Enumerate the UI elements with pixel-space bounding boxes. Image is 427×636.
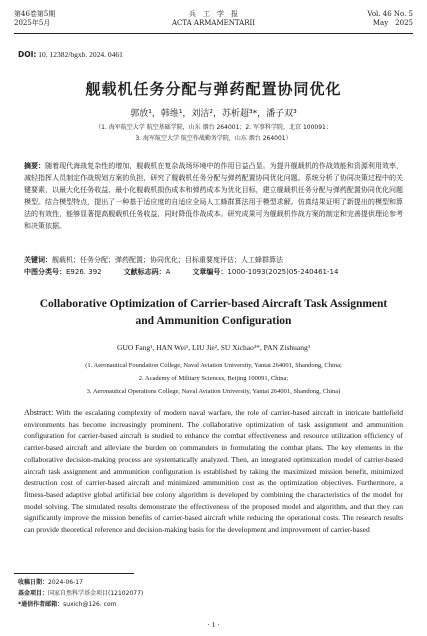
affiliation-cn-line: （1. 海军航空大学 航空基础学院，山东 烟台 264001；2. 军事科学院，北京 100091； [95, 124, 332, 131]
affiliation-en-line: 3. Aeronautical Operations College, Naval Aviation University, Yantai 264001, Shandong, China) [86, 388, 341, 395]
affiliation-cn-line: 3. 海军航空大学 航空作战勤务学院，山东 烟台 264001） [135, 135, 292, 142]
article-no-label: 文章编号： [192, 268, 228, 276]
doc-code-label: 文献标志码： [123, 268, 166, 276]
fund-label: 基金项目： [18, 590, 49, 597]
affiliations-en [0, 359, 427, 398]
doi-value[interactable]: 10. 12382/bgxb. 2024. 0461 [38, 50, 123, 59]
received-label: 收稿日期： [18, 579, 49, 586]
abstract-en [24, 407, 403, 536]
journal-cn: 兵 工 学 报 [189, 10, 238, 18]
volume-en: Vol. 46 No. 5 [367, 10, 413, 18]
header-rule [14, 33, 413, 34]
classification-meta [24, 267, 403, 277]
fund-value: 国家自然科学基金项目(12102077) [48, 590, 144, 597]
received-date: 2024-06-17 [48, 579, 83, 586]
clc-value: E926. 392 [66, 268, 102, 276]
footnote-rule [14, 573, 134, 574]
clc-label: 中图分类号： [24, 268, 66, 276]
issue-cn: 第46卷第5期 [14, 10, 56, 18]
affiliation-en-line: 2. Academy of Military Sciences, Beijing 100091, China; [138, 375, 289, 382]
doi-label: DOI: [18, 50, 37, 59]
abstract-cn-text: 随着现代海战复杂性的增加，舰载机在复杂战场环境中的作用日益凸显。为提升舰载机的作战效能和资源利用效率，减轻指挥人员制定作战规划方案的负担，研究了舰载机任务分配与弹药配置协同优化问题。系统分析了协同决策过程中的关键要素，以最大化任务收益、最小化舰载机损伤成本和弹药成本为优化目标，建立舰载机任务分配与弹药配置协同优化问题模型。结合模型特点，提出了一种基于适应度的自适应全局人工蜂群算法用于模型求解。仿真结果证明了新提出的模型和算法的有效性，能够显著提高舰载机任务收益，同时降低作战成本。研究成果可为舰载机作战方案的制定和完善提供理论参考和决策依据。 [24, 162, 404, 230]
article-no-value: 1000-1093(2025)05-240461-14 [227, 268, 339, 276]
authors-cn: 郭放¹，韩维¹，刘洁²，苏析超³*，潘子双³ [130, 109, 297, 119]
doc-code-value: A [165, 268, 171, 276]
journal-en: ACTA ARMAMENTARII [171, 19, 256, 27]
authors-en: GUO Fang¹, HAN Wei¹, LIU Jie², SU Xichao³*, PAN Zishuang³ [117, 343, 310, 352]
title-cn: 舰载机任务分配与弹药配置协同优化 [85, 80, 342, 98]
keywords-cn-text: 舰载机；任务分配；弹药配置；协同优化；目标重要度评估；人工蜂群算法 [52, 256, 283, 264]
abstract-cn-label: 摘要： [24, 162, 46, 170]
doi-line[interactable] [18, 50, 123, 59]
running-header [14, 10, 413, 28]
page-number: · 1 · [207, 620, 220, 629]
abstract-en-label: Abstract: [24, 408, 54, 417]
abstract-en-text: With the escalating complexity of modern naval warfare, the role of carrier-based aircraft in intricate battlefield environments has become increasingly prominent. The collaborative optimization of task assignment and ammunition configuration for carrier-based aircraft is studied to enhance the combat effectiveness and resource utilization efficiency of carrier-based aircraft and alleviate the burden on commanders in formulating the combat plans. The key elements in the collaborative decision-making process are systematically analyzed. Then, an integrated optimization model of carrier-based aircraft task assignment and ammunition configuration is established by taking the maximized mission benefit, minimized destruction cost of carrier-based aircraft and minimized ammunition cost as the optimization objectives. Furthermore, a fitness-based adaptive global artificial bee colony algorithm is developed by combining the characteristics of the model for model solving. The simulated results demonstrate the effectiveness of the proposed model and algorithm, and that they can significantly improve the mission benefits of carrier-based aircraft while reducing the operational costs. The research results can provide theoretical reference and decision-making basis for the development and improvement of carrier-based [24, 408, 403, 535]
abstract-cn [24, 160, 403, 232]
email-label: *通信作者邮箱： [18, 601, 64, 608]
date-en: May 2025 [372, 19, 413, 27]
keywords-cn [24, 254, 403, 266]
email-value[interactable]: suxich@126. com [63, 601, 117, 608]
affiliations-cn [0, 122, 427, 144]
title-en: Collaborative Optimization of Carrier-based Aircraft Task Assignment and Ammunition Configuration [39, 298, 388, 327]
footnotes [18, 577, 143, 610]
affiliation-en-line: (1. Aeronautical Foundation College, Naval Aviation University, Yantai 264001, Shandong, China; [85, 362, 342, 369]
keywords-cn-label: 关键词： [24, 256, 52, 264]
date-cn: 2025年5月 [14, 19, 51, 27]
